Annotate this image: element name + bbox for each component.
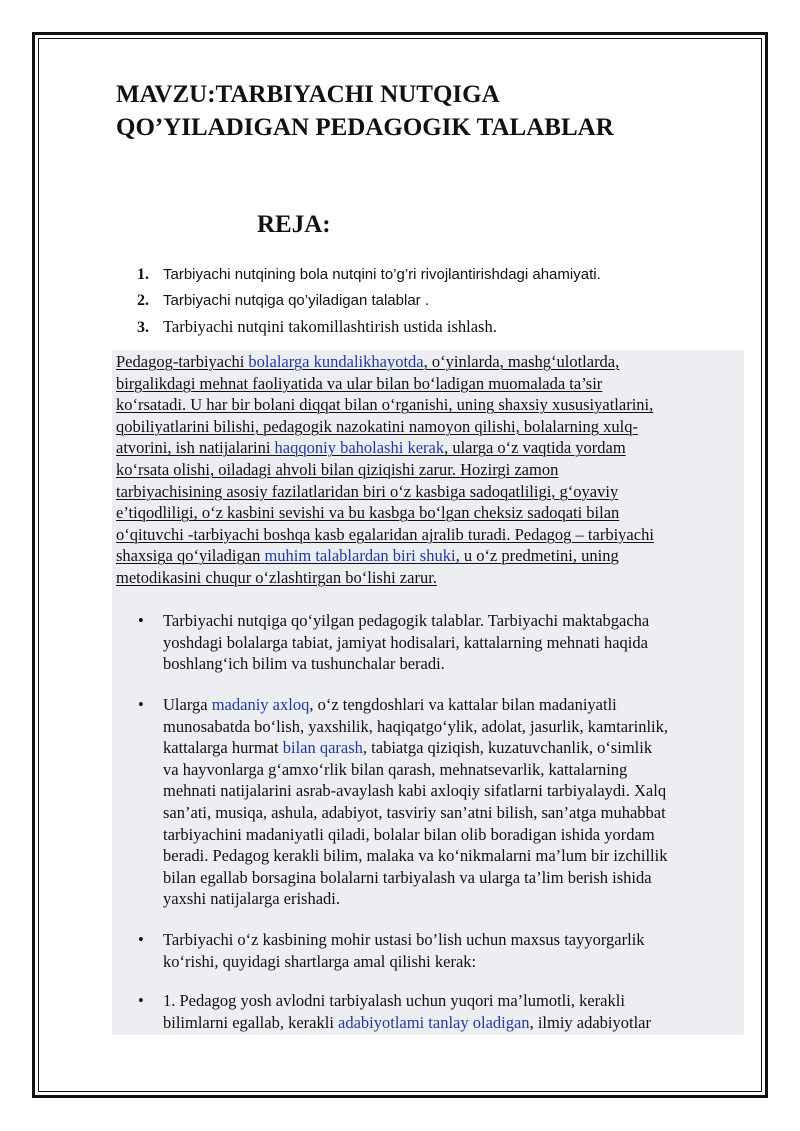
hyperlink[interactable]: madaniy axloq — [211, 695, 310, 714]
bullet-line: 1. Pedagog yosh avlodni tarbiyalash uchun yuqori ma’lumotli, kerakli — [163, 991, 625, 1010]
intro-paragraph — [116, 351, 740, 589]
plan-item — [137, 262, 601, 288]
bullet-line: san’ati, musiqa, ashula, adabiyot, tasviriy san’atni bilish, san’atga muhabbat — [163, 802, 666, 822]
text-run: , ilmiy adabiyotlar — [529, 1012, 651, 1032]
bullet-line: Tarbiyachi o‘z kasbining mohir ustasi bo’lish uchun maxsus tayyorgarlik — [163, 930, 645, 949]
text-run: Ularga — [163, 695, 212, 714]
plan-item-number: 2. — [137, 292, 149, 309]
document-title — [116, 78, 716, 144]
paragraph-line — [116, 351, 740, 373]
plan-item — [137, 288, 601, 314]
bullet-line — [163, 694, 733, 716]
bullet-line: boshlang‘ich bilim va tushunchalar beradi. — [163, 654, 445, 674]
text-run: , o‘yinlarda, mashg‘ulotlarda, — [423, 352, 620, 371]
text-run: Pedagog-tarbiyachi — [116, 352, 249, 371]
bullet-line: yoshdagi bolalarga tabiat, jamiyat hodisalari, kattalarning mehnati haqida — [163, 632, 648, 652]
text-run: , tabiatga qiziqish, kuzatuvchanlik, o‘simlik — [362, 738, 653, 758]
paragraph-line: birgalikdagi mehnat faoliyatida va ular bilan bo‘ladigan muomalada ta’sir — [116, 373, 603, 393]
hyperlink[interactable]: haqqoniy baholashi kerak — [274, 438, 445, 458]
plan-item-text: Tarbiyachi nutqiga qo’yiladigan talablar . — [163, 292, 430, 309]
paragraph-line: ko‘rsatadi. U har bir bolani diqqat bilan o‘rganishi, uning shaxsiy xususiyatlarini, — [116, 395, 654, 415]
plan-item — [137, 314, 601, 340]
hyperlink[interactable]: adabiyotlami tanlay oladigan — [338, 1012, 530, 1032]
hyperlink[interactable]: bilan qarash — [282, 738, 363, 758]
bullet-line: mehnati natijalarini asrab-avaylash kabi axloqiy sifatlarni tarbiyalaydi. Xalq — [163, 781, 667, 801]
paragraph-line: o‘qituvchi -tarbiyachi boshqa kasb egalaridan ajralib turadi. Pedagog – tarbiyachi — [116, 524, 654, 544]
text-run: kattalarga hurmat — [163, 738, 283, 758]
paragraph-line — [116, 437, 740, 459]
title-line-2: QO’YILADIGAN PEDAGOGIK TALABLAR — [116, 114, 614, 141]
paragraph-line: e’tiqodliligi, o‘z kasbini sevishi va bu kasbga bo‘lgan cheksiz sadoqati bilan — [116, 503, 620, 523]
bullet-icon: • — [138, 930, 144, 949]
plan-list — [137, 262, 601, 340]
plan-item-text: Tarbiyachi nutqini takomillashtirish ustida ishlash. — [163, 317, 497, 336]
text-run: atvorini, ish natijalarini — [116, 438, 275, 458]
paragraph-line: ko‘rsata olishi, oiladagi ahvoli bilan qiziqishi zarur. Hozirgi zamon — [116, 459, 559, 479]
text-run: , u o‘z predmetini, uning — [455, 546, 619, 566]
plan-heading: REJA: — [257, 211, 331, 238]
plan-item-number: 3. — [137, 319, 149, 336]
hyperlink[interactable]: bolalarga kundalikhayotda — [248, 352, 424, 371]
bullet-icon: • — [138, 695, 144, 714]
bullet-icon: • — [138, 991, 144, 1010]
text-run: shaxsiga qo‘yiladigan — [116, 546, 265, 566]
bullet-icon: • — [138, 611, 144, 630]
bullet-line: munosabatda bo‘lish, yaxshilik, haqiqatgo‘ylik, adolat, jasurlik, kamtarinlik, — [163, 716, 668, 736]
text-run: bilimlarni egallab, kerakli — [163, 1012, 339, 1032]
bullet-line — [163, 1012, 733, 1034]
paragraph-line: qobiliyatlarini bilishi, pedagogik nazokatini namoyon qilishi, bolalarning xulq- — [116, 416, 638, 436]
plan-item-number: 1. — [137, 266, 149, 283]
bullet-line: bilan egallab borsagina bolalarni tarbiyalash va ularga ta’lim berish ishida — [163, 867, 652, 887]
bullet-line: tarbiyachini madaniyatli qiladi, bolalar bilan olib boradigan ishida yordam — [163, 824, 655, 844]
bullet-text — [163, 990, 733, 1033]
text-run: , o‘z tengdoshlari va kattalar bilan madaniyatli — [309, 695, 617, 714]
bullet-line: ko‘rishi, quyidagi shartlarga amal qilishi kerak: — [163, 951, 477, 971]
bullet-text — [163, 694, 733, 910]
bullet-line: yaxshi natijalarga erishadi. — [163, 889, 341, 909]
paragraph-line: metodikasini chuqur o‘zlashtirgan bo‘lishi zarur. — [116, 567, 437, 587]
plan-item-text: Tarbiyachi nutqining bola nutqini to’g’ri rivojlantirishdagi ahamiyati. — [163, 266, 601, 283]
bullet-line — [163, 737, 733, 759]
paragraph-line: tarbiyachisining asosiy fazilatlaridan biri o‘z kasbiga sadoqatliligi, g‘oyaviy — [116, 481, 619, 501]
bullet-text — [163, 610, 733, 675]
hyperlink[interactable]: muhim talablardan biri shuki — [264, 546, 456, 566]
paragraph-line — [116, 545, 740, 567]
title-line-1: MAVZU:TARBIYACHI NUTQIGA — [116, 81, 500, 108]
text-run: , ularga o‘z vaqtida yordam — [444, 438, 626, 458]
bullet-line: va hayvonlarga g‘amxo‘rlik bilan qarash, mehnatsevarlik, kattalarning — [163, 759, 628, 779]
bullet-line: beradi. Pedagog kerakli bilim, malaka va ko‘nikmalarni ma’lum bir izchillik — [163, 846, 668, 866]
bullet-line: Tarbiyachi nutqiga qo‘yilgan pedagogik talablar. Tarbiyachi maktabgacha — [163, 611, 650, 630]
bullet-text — [163, 929, 733, 972]
